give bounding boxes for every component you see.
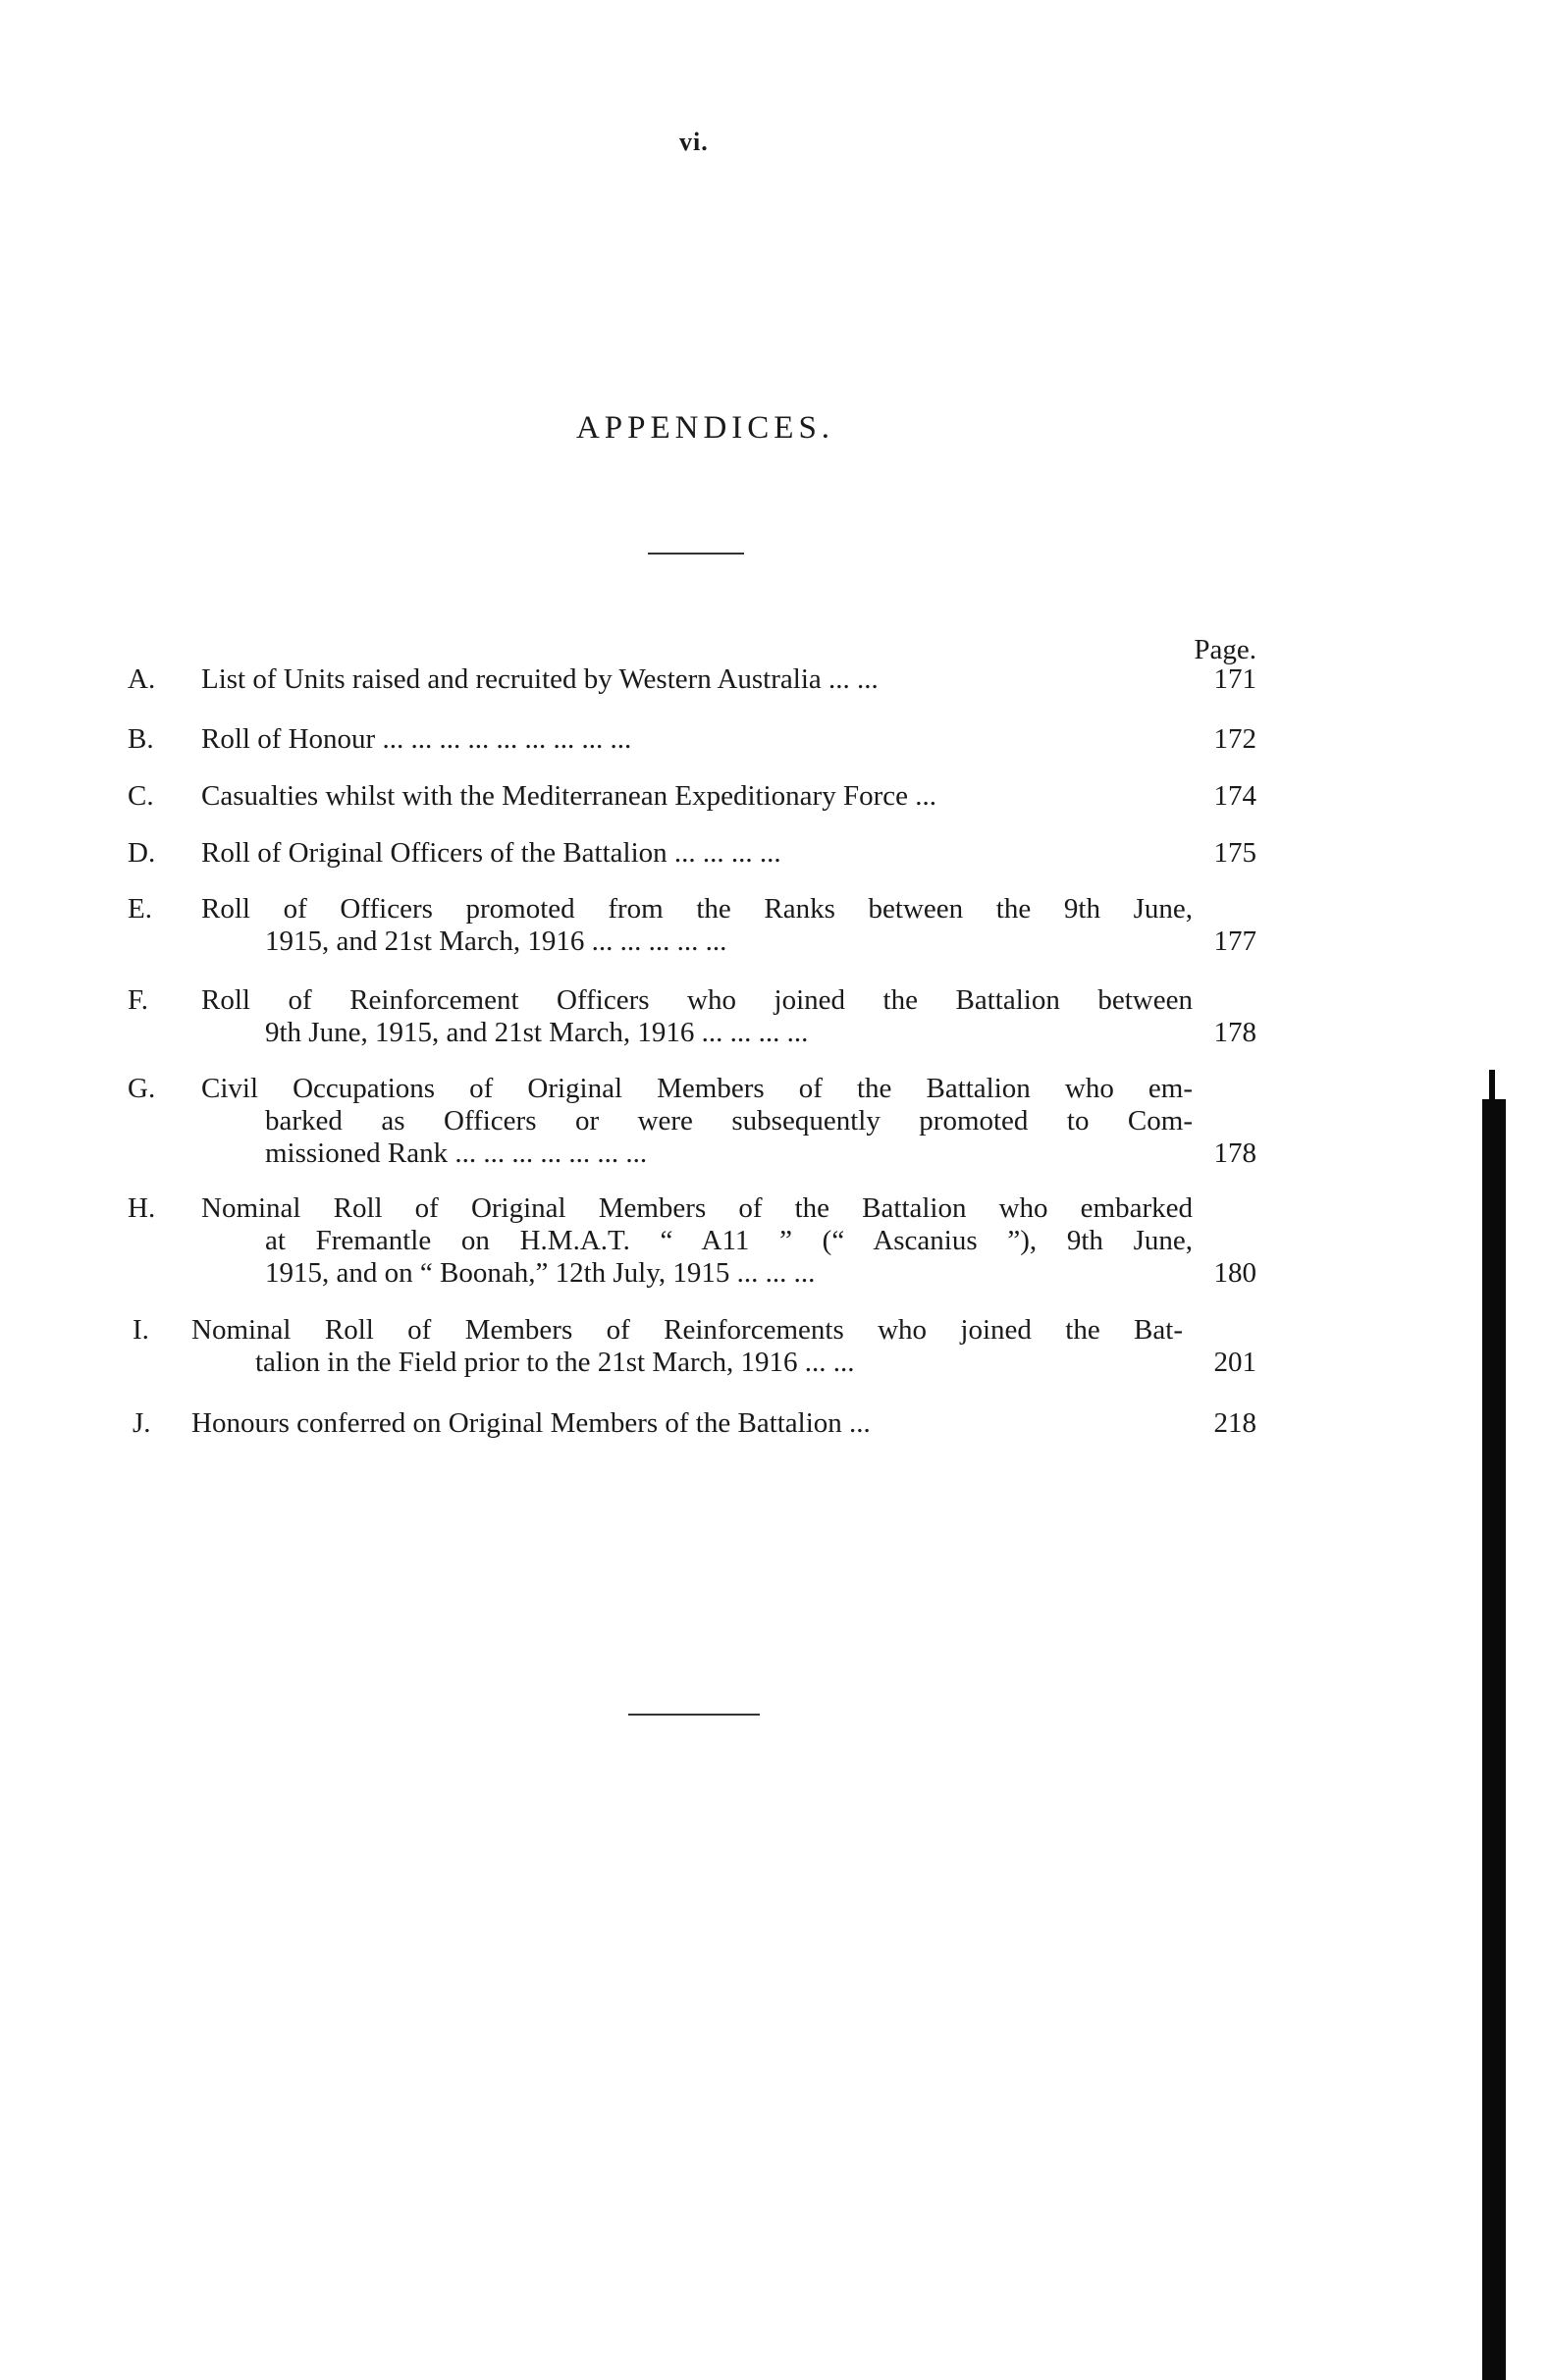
appendix-page-number: 171 — [1213, 663, 1256, 695]
appendix-title — [191, 1407, 1183, 1440]
appendix-letter: H. — [128, 1192, 156, 1224]
appendix-title-line: Nominal Roll of Original Members of the Battalion who embarked — [201, 1192, 1193, 1224]
page-title: APPENDICES. — [575, 410, 835, 446]
appendix-title — [201, 984, 1193, 1049]
appendix-page-number: 177 — [1213, 926, 1256, 957]
appendix-page-number: 175 — [1213, 837, 1256, 869]
appendix-title — [201, 1073, 1193, 1170]
page-edge-shadow — [1482, 1099, 1506, 2380]
appendix-title-line: Roll of Original Officers of the Battalion ... ... ... ... — [201, 837, 781, 869]
appendix-title-line: Honours conferred on Original Members of the Battalion ... — [191, 1407, 871, 1439]
appendix-title-line: List of Units raised and recruited by Western Australia ... ... — [201, 663, 879, 695]
appendix-letter: J. — [133, 1407, 151, 1439]
appendix-letter: D. — [128, 837, 156, 869]
title-rule — [648, 553, 744, 555]
appendix-title-line: missioned Rank ... ... ... ... ... ... ... — [265, 1137, 648, 1169]
appendix-title-line: Civil Occupations of Original Members of the Battalion who em- — [201, 1073, 1193, 1104]
appendix-title-line: Nominal Roll of Members of Reinforcements who joined the Bat- — [191, 1314, 1183, 1346]
appendix-title-line: 9th June, 1915, and 21st March, 1916 ... ... ... ... — [265, 1017, 809, 1048]
appendix-letter: A. — [128, 663, 156, 695]
appendix-page-number: 174 — [1213, 780, 1256, 812]
appendix-page-number: 178 — [1213, 1017, 1256, 1048]
appendix-title-line: barked as Officers or were subsequently promoted to Com- — [265, 1105, 1193, 1137]
appendix-page-number: 218 — [1213, 1407, 1256, 1439]
page-column-header: Page. — [1194, 634, 1256, 665]
folio: vi. — [679, 128, 709, 156]
appendix-title-line: Roll of Officers promoted from the Ranks between the 9th June, — [201, 893, 1193, 925]
appendix-page-number: 178 — [1213, 1137, 1256, 1169]
appendix-letter: G. — [128, 1073, 156, 1104]
appendix-title — [201, 780, 1193, 813]
appendix-title-line: at Fremantle on H.M.A.T. “ A11 ” (“ Ascanius ”), 9th June, — [265, 1225, 1193, 1256]
appendix-title-line: Casualties whilst with the Mediterranean Expeditionary Force ... — [201, 780, 936, 812]
appendix-letter: F. — [128, 984, 149, 1016]
appendix-letter: E. — [128, 893, 152, 925]
appendix-title — [201, 663, 1193, 696]
appendix-title-line: Roll of Reinforcement Officers who joined the Battalion between — [201, 984, 1193, 1016]
appendix-page-number: 201 — [1213, 1347, 1256, 1378]
appendix-title-line: 1915, and on “ Boonah,” 12th July, 1915 ... ... ... — [265, 1257, 816, 1289]
appendix-title-line: talion in the Field prior to the 21st March, 1916 ... ... — [255, 1347, 855, 1378]
closing-rule — [628, 1714, 760, 1716]
appendix-title-line: 1915, and 21st March, 1916 ... ... ... ... ... — [265, 926, 727, 957]
appendix-letter: B. — [128, 723, 154, 755]
appendix-page-number: 172 — [1213, 723, 1256, 755]
appendix-title — [201, 723, 1193, 756]
appendix-page-number: 180 — [1213, 1257, 1256, 1289]
appendix-title — [201, 837, 1193, 870]
appendix-letter: I. — [133, 1314, 149, 1346]
appendix-letter: C. — [128, 780, 154, 812]
appendix-title — [191, 1314, 1183, 1379]
appendix-title — [201, 893, 1193, 958]
appendix-title — [201, 1192, 1193, 1290]
appendix-title-line: Roll of Honour ... ... ... ... ... ... ... ... ... — [201, 723, 632, 755]
